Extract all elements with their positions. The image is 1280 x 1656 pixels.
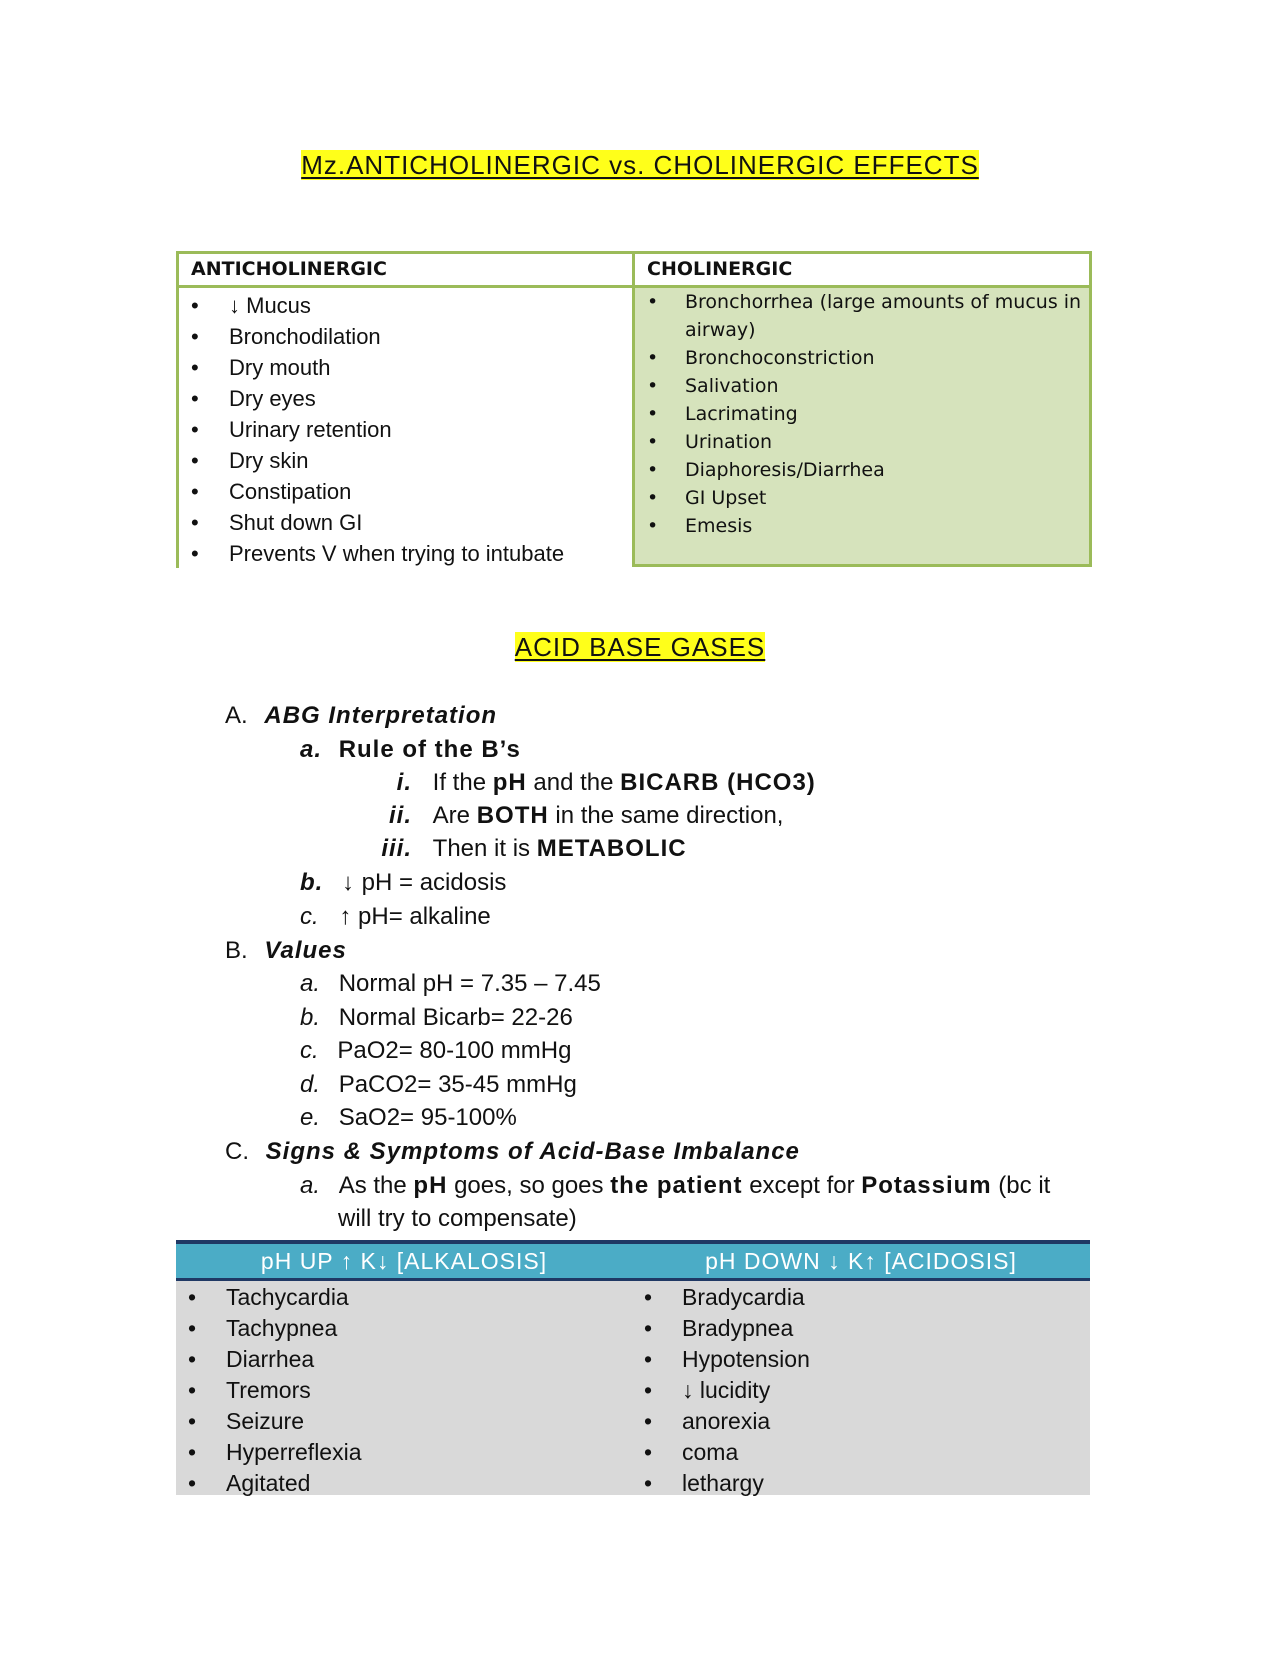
outline-item-iii	[360, 834, 687, 864]
outline-marker: d.	[300, 1071, 321, 1098]
list-item: • Bronchoconstriction	[635, 344, 1089, 372]
page-title-text: Mz.ANTICHOLINERGIC vs. CHOLINERGIC EFFECTS	[301, 150, 979, 180]
list-item: • GI Upset	[635, 484, 1089, 512]
cholinergic-column	[632, 251, 1092, 567]
outline-text: ↑ pH= alkaline	[339, 903, 491, 930]
page-title	[0, 150, 1280, 181]
outline-heading: ABG Interpretation	[264, 702, 498, 729]
outline-text: will try to compensate)	[338, 1205, 577, 1232]
list-item: • Constipation	[179, 476, 635, 507]
list-item: • Dry eyes	[179, 383, 635, 414]
alkalosis-column	[176, 1282, 632, 1499]
list-item: • Dry skin	[179, 445, 635, 476]
outline-item-a	[225, 701, 497, 731]
value-item	[300, 969, 601, 999]
outline-text: If the	[432, 769, 493, 796]
section-title-text: ACID BASE GASES	[514, 632, 766, 662]
outline-text: Normal Bicarb= 22-26	[338, 1004, 573, 1031]
header-divider	[176, 1278, 1090, 1281]
value-item	[300, 1070, 577, 1100]
outline-text: Normal pH = 7.35 – 7.45	[338, 970, 601, 997]
list-item: • lethargy	[632, 1468, 1090, 1499]
outline-text: SaO2= 95-100%	[338, 1104, 517, 1131]
outline-item-a-c	[300, 902, 491, 932]
alkalosis-list	[176, 1282, 632, 1499]
list-item: • ↓ Mucus	[179, 290, 635, 321]
list-item: • Shut down GI	[179, 507, 635, 538]
outline-marker: A.	[225, 702, 248, 729]
list-item: • Hyperreflexia	[176, 1437, 632, 1468]
list-item: • Agitated	[176, 1468, 632, 1499]
outline-bold: Potassium	[861, 1172, 992, 1199]
list-item: • Seizure	[176, 1406, 632, 1437]
list-item: • Hypotension	[632, 1344, 1090, 1375]
acidosis-header: pH DOWN ↓ K↑ [ACIDOSIS]	[705, 1248, 1017, 1274]
outline-marker: e.	[300, 1104, 321, 1131]
alkalosis-header: pH UP ↑ K↓ [ALKALOSIS]	[260, 1248, 548, 1274]
outline-marker: iii.	[381, 835, 412, 862]
outline-marker: b.	[300, 869, 324, 896]
outline-marker: C.	[225, 1138, 249, 1165]
list-item: • Lacrimating	[635, 400, 1089, 428]
list-item: • coma	[632, 1437, 1090, 1468]
table-header-row	[176, 1244, 1090, 1278]
list-item: • Bronchorrhea (large amounts of mucus in airway)	[635, 288, 1089, 344]
outline-item-a-a	[300, 735, 521, 765]
list-item: • ↓ lucidity	[632, 1375, 1090, 1406]
list-item: • Dry mouth	[179, 352, 635, 383]
anticholinergic-header: ANTICHOLINERGIC	[179, 254, 635, 288]
outline-text: As the	[338, 1172, 414, 1199]
list-item: • anorexia	[632, 1406, 1090, 1437]
ph-symptoms-table	[176, 1240, 1090, 1495]
outline-marker: B.	[225, 937, 248, 964]
outline-text: in the same direction,	[548, 802, 784, 829]
list-item: • Diaphoresis/Diarrhea	[635, 456, 1089, 484]
outline-text: (bc it	[991, 1172, 1051, 1199]
outline-text: PaO2= 80-100 mmHg	[337, 1037, 572, 1064]
outline-text: PaCO2= 35-45 mmHg	[338, 1071, 577, 1098]
list-item: • Bronchodilation	[179, 321, 635, 352]
outline-item-a-b	[300, 868, 506, 898]
list-item: • Urinary retention	[179, 414, 635, 445]
list-item: • Emesis	[635, 512, 1089, 540]
list-item: • Tremors	[176, 1375, 632, 1406]
outline-item-c-a-continued	[338, 1204, 577, 1234]
list-item: • Tachycardia	[176, 1282, 632, 1313]
outline-item-ii	[360, 801, 783, 831]
outline-marker: ii.	[388, 802, 412, 829]
outline-item-i	[378, 768, 816, 798]
outline-bold: BICARB (HCO3)	[620, 769, 816, 796]
list-item: • Tachypnea	[176, 1313, 632, 1344]
outline-text: Are	[432, 802, 477, 829]
value-item	[300, 1036, 571, 1066]
outline-text: except for	[742, 1172, 862, 1199]
outline-marker: a.	[300, 1172, 321, 1199]
section-title	[0, 632, 1280, 663]
outline-bold: METABOLIC	[536, 835, 687, 862]
cholinergic-header: CHOLINERGIC	[635, 254, 1089, 288]
cholinergic-list	[635, 288, 1089, 540]
list-item: • Prevents V when trying to intubate	[179, 538, 635, 569]
outline-text: Then it is	[432, 835, 537, 862]
outline-marker: c.	[300, 903, 319, 930]
list-item: • Bradycardia	[632, 1282, 1090, 1313]
list-item: • Urination	[635, 428, 1089, 456]
outline-item-c-a	[300, 1171, 1050, 1201]
outline-marker: a.	[300, 970, 321, 997]
outline-heading: Signs & Symptoms of Acid-Base Imbalance	[265, 1138, 800, 1165]
list-item: • Bradypnea	[632, 1313, 1090, 1344]
outline-text: and the	[526, 769, 621, 796]
outline-text: pH = acidosis	[355, 869, 507, 896]
value-item	[300, 1003, 573, 1033]
outline-marker: a.	[300, 736, 323, 763]
outline-heading: Rule of the B’s	[338, 736, 521, 763]
acidosis-list	[632, 1282, 1090, 1499]
list-item: • Salivation	[635, 372, 1089, 400]
acidosis-column	[632, 1282, 1090, 1499]
arrow-down-icon: ↓	[342, 869, 355, 896]
outline-heading: Values	[264, 937, 347, 964]
outline-bold: pH	[492, 769, 527, 796]
anticholinergic-column	[176, 251, 635, 568]
list-item: • Diarrhea	[176, 1344, 632, 1375]
outline-item-c	[225, 1137, 800, 1167]
outline-marker: b.	[300, 1004, 321, 1031]
value-item	[300, 1103, 517, 1133]
outline-bold: BOTH	[476, 802, 549, 829]
outline-marker: c.	[300, 1037, 319, 1064]
outline-marker: i.	[396, 769, 412, 796]
outline-text: goes, so goes	[447, 1172, 611, 1199]
outline-bold: the patient	[610, 1172, 743, 1199]
outline-item-b	[225, 936, 347, 966]
outline-bold: pH	[413, 1172, 448, 1199]
anticholinergic-list	[179, 288, 635, 569]
cholinergic-comparison-table	[176, 251, 1092, 565]
